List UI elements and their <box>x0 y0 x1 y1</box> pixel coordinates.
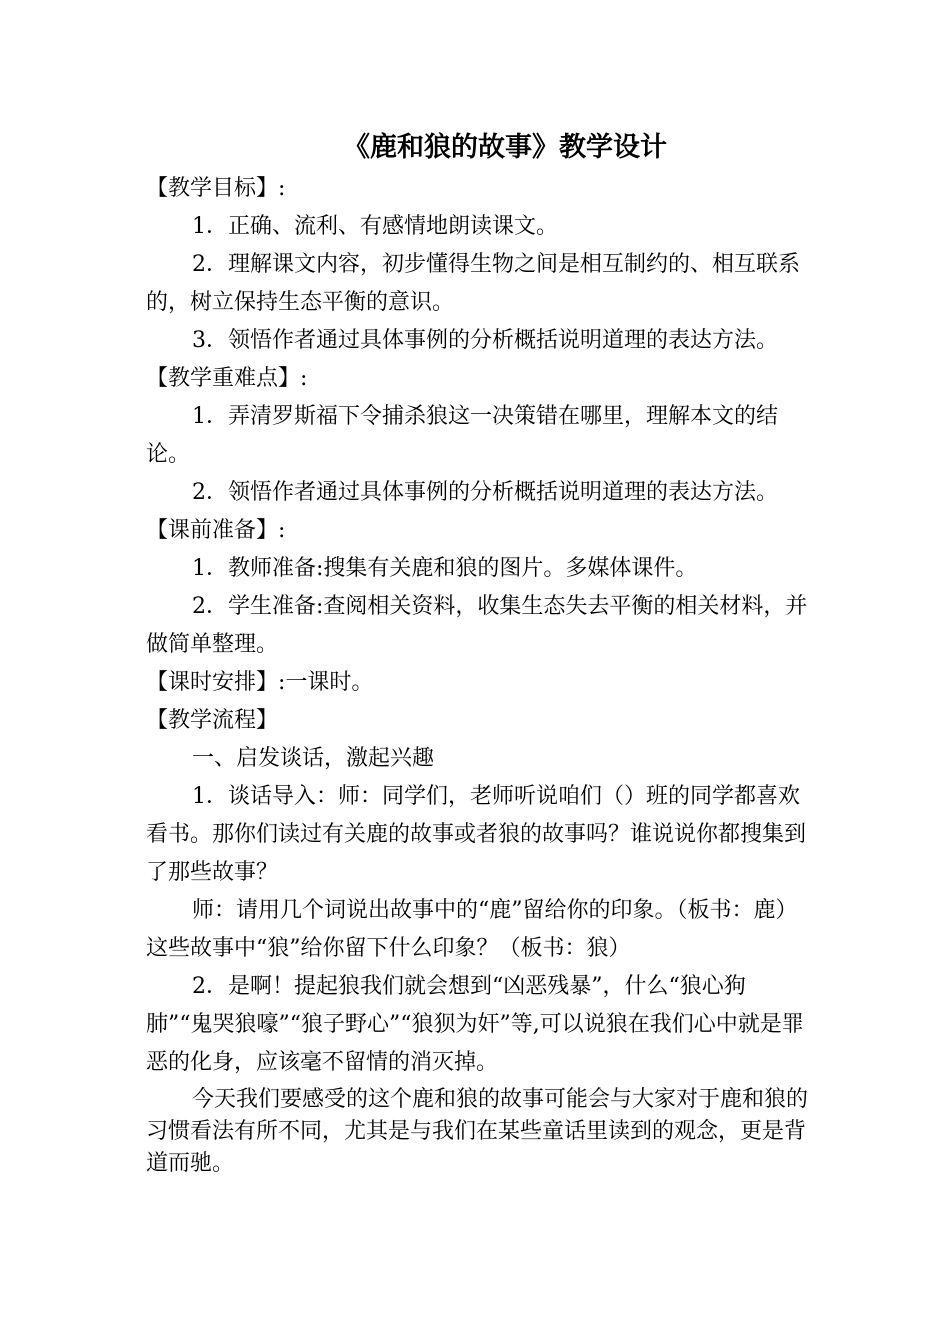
section-heading-preparation: 【课前准备】: <box>146 518 286 543</box>
document-title: 《鹿和狼的故事》教学设计 <box>343 132 667 163</box>
document-body <box>146 170 808 1180</box>
process-item-3: 2．是啊！提起狼我们就会想到“凶恶残暴”，什么“狼心狗肺”“鬼哭狼嚎”“狼子野心”“狼狈为奸”等,可以说狼在我们心中就是罪恶的化身，应该毫不留情的消灭掉。 <box>146 974 804 1075</box>
process-item-2: 师：请用几个词说出故事中的“鹿”留给你的印象。（板书：鹿）这些故事中“狼”给你留下什么印象？（板书：狼） <box>146 898 798 961</box>
section-heading-goals: 【教学目标】: <box>146 176 286 201</box>
goal-item-3: 3．领悟作者通过具体事例的分析概括说明道理的表达方法。 <box>192 328 778 353</box>
process-step-heading: 一、启发谈话，激起兴趣 <box>192 746 435 771</box>
preparation-item-2: 2．学生准备:查阅相关资料，收集生态失去平衡的相关材料，并做简单整理。 <box>146 594 808 657</box>
preparation-item-1: 1．教师准备:搜集有关鹿和狼的图片。多媒体课件。 <box>192 556 698 581</box>
section-heading-schedule: 【课时安排】:一课时。 <box>146 670 374 695</box>
goal-item-1: 1．正确、流利、有感情地朗读课文。 <box>192 214 558 239</box>
section-heading-process: 【教学流程】 <box>146 708 279 733</box>
key-point-item-1: 1．弄清罗斯福下令捕杀狼这一决策错在哪里，理解本文的结论。 <box>146 404 778 467</box>
process-item-1: 1．谈话导入：师：同学们，老师听说咱们（）班的同学都喜欢看书。那你们读过有关鹿的故事或者狼的故事吗？谁说说你都搜集到了那些故事？ <box>146 784 807 885</box>
section-heading-key-points: 【教学重难点】: <box>146 366 308 391</box>
goal-item-2: 2．理解课文内容，初步懂得生物之间是相互制约的、相互联系的，树立保持生态平衡的意识。 <box>146 252 800 315</box>
key-point-item-2: 2．领悟作者通过具体事例的分析概括说明道理的表达方法。 <box>192 480 778 505</box>
process-item-4: 今天我们要感受的这个鹿和狼的故事可能会与大家对于鹿和狼的习惯看法有所不同，尤其是与我们在某些童话里读到的观念，更是背道而驰。 <box>146 1087 809 1176</box>
